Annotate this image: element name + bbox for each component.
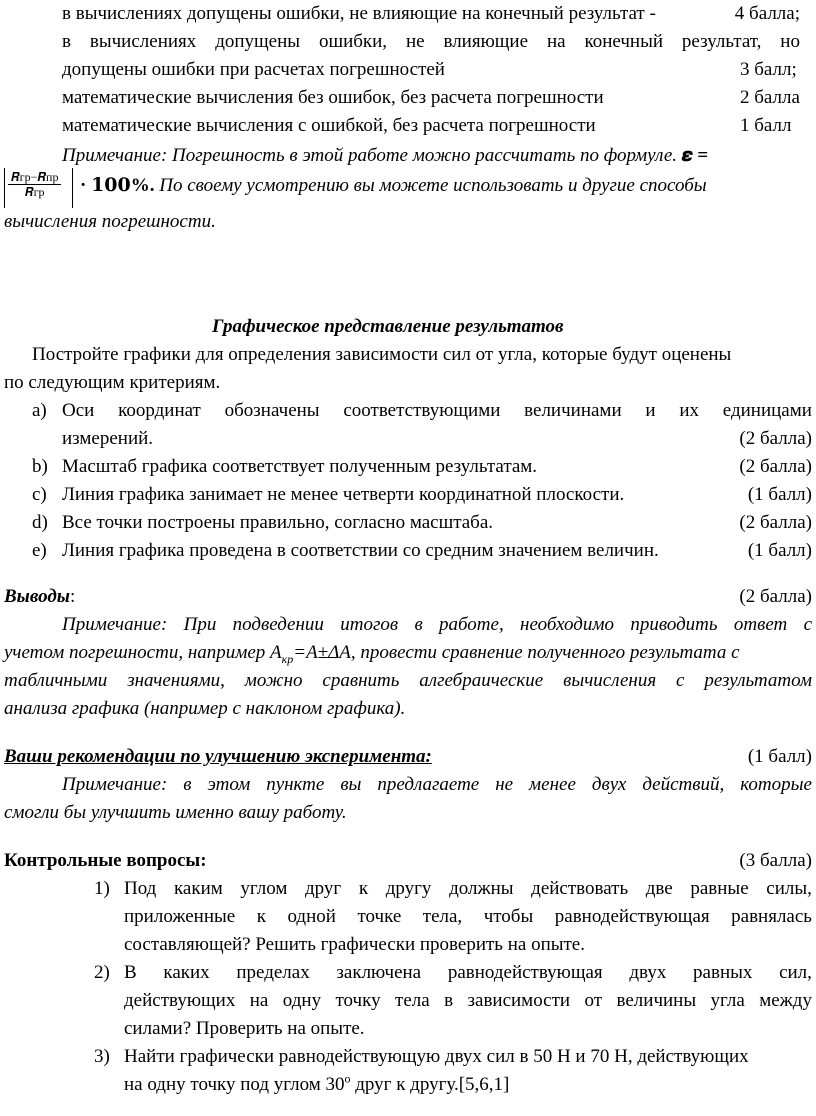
word: табличными xyxy=(4,670,108,691)
question-1-line2 xyxy=(124,903,812,931)
word: величинами xyxy=(524,400,622,421)
word: равнодействующая xyxy=(447,962,603,983)
criterion-marker: c) xyxy=(32,484,47,505)
abs-bar-right xyxy=(72,168,73,208)
question-2-line2 xyxy=(124,987,812,1015)
question-2-line3: силами? Проверить на опыте. xyxy=(124,1018,365,1039)
word: можно xyxy=(244,670,303,691)
word: обозначены xyxy=(224,400,320,421)
word: углом xyxy=(240,878,288,899)
recommendations-note-line1 xyxy=(62,771,812,799)
score-line-1: математические вычисления с ошибкой, без расчета погрешности xyxy=(62,115,596,136)
criterion-score: (1 балл) xyxy=(747,540,812,561)
word: в xyxy=(444,990,454,1011)
word: Примечание: xyxy=(62,774,168,795)
word: тела xyxy=(395,990,430,1011)
formula-epsilon: 𝜺 = xyxy=(681,145,709,166)
criterion-score: (1 балл) xyxy=(747,484,812,505)
score-line-4 xyxy=(62,0,656,28)
question-marker: 1) xyxy=(94,878,110,899)
abs-bar-left xyxy=(4,168,5,208)
word: координат xyxy=(118,400,201,421)
word: равнодействующая xyxy=(554,906,710,927)
word: действий, xyxy=(642,774,725,795)
word: ответ xyxy=(733,614,788,635)
word: действовать xyxy=(531,878,629,899)
conclusions-note-line1 xyxy=(62,611,812,639)
conclusions-heading: Выводы: xyxy=(4,586,76,607)
word: Оси xyxy=(62,400,95,421)
word: равнялась xyxy=(731,906,812,927)
word: алгебраические xyxy=(419,670,544,691)
question-1-line3: составляющей? Решить графически проверить на опыте. xyxy=(124,934,585,955)
word: соответствующими xyxy=(343,400,501,421)
criterion-score: (2 балла) xyxy=(739,456,812,477)
word: не xyxy=(495,774,514,795)
criterion-a-line1 xyxy=(62,397,812,425)
score-line-3b: допущены ошибки при расчетах погрешностей xyxy=(62,59,445,80)
word: с xyxy=(676,670,685,691)
word: вычислениях xyxy=(89,31,197,52)
word: приводить xyxy=(630,614,718,635)
word: зависимости xyxy=(467,990,571,1011)
word: силы, xyxy=(766,878,812,899)
criterion-score: (2 балла) xyxy=(739,428,812,449)
word: тела, xyxy=(422,906,463,927)
word: пункте xyxy=(266,774,325,795)
formula-numerator: 𝑹гр−𝑹пр xyxy=(8,170,61,185)
conclusions-label: Выводы xyxy=(4,586,70,607)
error-note-continuation: По своему усмотрению вы можете использовать и другие способы xyxy=(159,175,707,196)
word: в xyxy=(62,31,71,52)
word: между xyxy=(759,990,812,1011)
word: результатом xyxy=(704,670,812,691)
questions-score: (3 балла) xyxy=(739,850,812,871)
criterion-c: Линия графика занимает не менее четверти координатной плоскости. xyxy=(62,484,625,505)
word: допущены xyxy=(215,31,301,52)
word: две xyxy=(645,878,673,899)
conclusions-note-line2: учетом погрешности, например $А_{кр}=А\pm\Delta А$, провести сравнение полученного результата с xyxy=(4,642,740,666)
word: вычисления xyxy=(563,670,657,691)
word: угла xyxy=(710,990,745,1011)
word: значениями, xyxy=(127,670,225,691)
score-value: 2 балла xyxy=(740,87,800,108)
word: но xyxy=(780,31,800,52)
word: ошибки, xyxy=(318,31,388,52)
criterion-a-line2: измерений. xyxy=(62,428,154,449)
conclusions-note-line4: анализа графика (например с наклоном графика). xyxy=(4,698,406,719)
criterion-marker: a) xyxy=(32,400,47,421)
word: точку xyxy=(335,990,381,1011)
questions-heading: Контрольные вопросы: xyxy=(4,850,207,871)
conclusions-note-line3 xyxy=(4,667,812,695)
word: единицами xyxy=(722,400,812,421)
criterion-e: Линия графика проведена в соответствии со средним значением величин. xyxy=(62,540,659,561)
word: каким xyxy=(173,878,223,899)
score-line-2: математические вычисления без ошибок, без расчета погрешности xyxy=(62,87,604,108)
word: равные xyxy=(690,878,749,899)
word: не xyxy=(405,31,425,52)
word: их xyxy=(679,400,699,421)
word: на xyxy=(546,31,566,52)
question-3-line2: на одну точку под углом $30^о$ друг к другу.[5,6,1] xyxy=(124,1071,510,1095)
word: величины xyxy=(616,990,697,1011)
recommendations-score: (1 балл) xyxy=(747,746,812,767)
word: и xyxy=(645,400,656,421)
word: каких xyxy=(163,962,210,983)
score-line-3a xyxy=(62,28,800,56)
word: точке xyxy=(357,906,402,927)
error-note-end: вычисления погрешности. xyxy=(4,211,216,232)
word: к xyxy=(358,878,369,899)
graph-intro-line2: по следующим критериям. xyxy=(4,372,221,393)
word: влияющие xyxy=(443,31,529,52)
question-1-line1 xyxy=(124,875,812,903)
word: предлагаете xyxy=(377,774,480,795)
word: друг xyxy=(305,878,342,899)
word: При xyxy=(183,614,217,635)
recommendations-note-line2: смогли бы улучшить именно вашу работу. xyxy=(4,802,347,823)
word: одной xyxy=(287,906,336,927)
word: которые xyxy=(740,774,812,795)
word: к xyxy=(256,906,266,927)
word: сил, xyxy=(779,962,812,983)
formula-denominator: 𝑹гр xyxy=(24,185,45,199)
graph-intro-line1: Постройте графики для определения зависимости сил от угла, которые будут оценены xyxy=(32,344,732,365)
word: двух xyxy=(629,962,667,983)
word: результат, xyxy=(681,31,762,52)
word: двух xyxy=(591,774,627,795)
criterion-b: Масштаб графика соответствует полученным результатам. xyxy=(62,456,538,477)
word: заключена xyxy=(336,962,422,983)
word: чтобы xyxy=(483,906,534,927)
recommendations-heading: Ваши рекомендации по улучшению эксперимента: xyxy=(4,746,432,767)
word: в xyxy=(183,774,192,795)
criterion-score: (2 балла) xyxy=(739,512,812,533)
question-2-line1 xyxy=(124,959,812,987)
word: приложенные xyxy=(124,906,236,927)
word: сравнить xyxy=(322,670,400,691)
word: итогов xyxy=(340,614,399,635)
criterion-marker: b) xyxy=(32,456,48,477)
word: в xyxy=(414,614,423,635)
word: с xyxy=(803,614,812,635)
question-3-line1: Найти графически равнодействующую двух сил в 50 Н и 70 Н, действующих xyxy=(124,1046,749,1067)
question-marker: 2) xyxy=(94,962,110,983)
score-value: 3 балл; xyxy=(740,59,797,80)
word: Примечание: xyxy=(62,614,168,635)
word: вы xyxy=(340,774,362,795)
criterion-d: Все точки построены правильно, согласно масштаба. xyxy=(62,512,494,533)
word: работе, xyxy=(439,614,504,635)
word: должны xyxy=(449,878,514,899)
error-note xyxy=(62,142,708,170)
error-formula-fraction xyxy=(8,170,61,199)
score-line-text: в вычислениях допущены ошибки, не влияющие на конечный результат - xyxy=(62,3,656,24)
word: конечный xyxy=(584,31,664,52)
word: на xyxy=(249,990,269,1011)
word: менее xyxy=(529,774,576,795)
error-note-text: Примечание: Погрешность в этой работе можно рассчитать по формуле. xyxy=(62,145,678,166)
formula-multiplier: · 𝟏𝟎𝟎%. По своему усмотрению вы можете использовать и другие способы xyxy=(80,175,707,196)
score-value: 4 балла; xyxy=(734,3,800,24)
section-heading-graphs: Графическое представление результатов xyxy=(212,316,564,337)
word: другу xyxy=(385,878,432,899)
word: от xyxy=(584,990,603,1011)
word: равных xyxy=(693,962,753,983)
criterion-marker: e) xyxy=(32,540,47,561)
word: пределах xyxy=(236,962,310,983)
word: одну xyxy=(282,990,322,1011)
word: действующих xyxy=(124,990,236,1011)
conclusions-score: (2 балла) xyxy=(739,586,812,607)
word: этом xyxy=(207,774,251,795)
word: подведении xyxy=(232,614,324,635)
score-value: 1 балл xyxy=(740,115,792,136)
word: В xyxy=(124,962,137,983)
word: необходимо xyxy=(520,614,615,635)
criterion-marker: d) xyxy=(32,512,48,533)
question-marker: 3) xyxy=(94,1046,110,1067)
word: Под xyxy=(124,878,157,899)
